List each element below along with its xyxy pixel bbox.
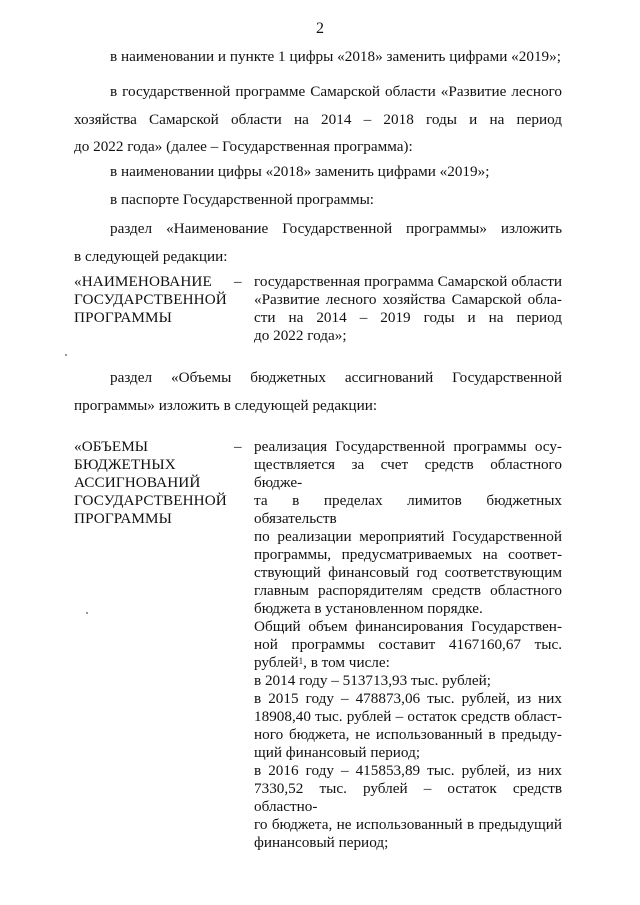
paragraph-section-name bbox=[74, 215, 562, 270]
paragraph-line: до 2022 года» (далее – Государственная программа): bbox=[74, 138, 413, 155]
text-line: сти на 2014 – 2019 годы и на период bbox=[254, 309, 562, 326]
block1-dash: – bbox=[234, 273, 242, 290]
label-line: ПРОГРАММЫ bbox=[74, 309, 172, 326]
text-line: программы, предусматриваемых на соответ- bbox=[254, 546, 562, 563]
text-line: финансовый период; bbox=[254, 834, 389, 851]
scan-speck bbox=[65, 354, 67, 356]
label-line: «ОБЪЕМЫ bbox=[74, 438, 149, 455]
label-line: ПРОГРАММЫ bbox=[74, 510, 172, 527]
text-line: по реализации мероприятий Государственной bbox=[254, 528, 562, 545]
text-line: в 2015 году – 478873,06 тыс. рублей, из них bbox=[254, 690, 562, 707]
paragraph-line: программы» изложить в следующей редакции: bbox=[74, 396, 378, 414]
text-line bbox=[254, 654, 562, 672]
label-line: «НАИМЕНОВАНИЕ bbox=[74, 273, 212, 290]
text-line: Общий объем финансирования Государствен- bbox=[254, 618, 562, 635]
paragraph-line: раздел «Объемы бюджетных ассигнований Государственной bbox=[110, 369, 562, 386]
label-line: АССИГНОВАНИЙ bbox=[74, 474, 201, 491]
label-line: ГОСУДАРСТВЕННОЙ bbox=[74, 492, 227, 509]
paragraph-state-program bbox=[74, 78, 562, 161]
text-line: «Развитие лесного хозяйства Самарской обла- bbox=[254, 291, 562, 308]
text-line: 18908,40 тыс. рублей – остаток средств област- bbox=[254, 708, 562, 725]
paragraph-text: в наименовании цифры «2018» заменить цифрами «2019»; bbox=[110, 163, 490, 180]
block1-text bbox=[254, 273, 562, 345]
text-line: ствующий финансовый год соответствующим bbox=[254, 564, 562, 581]
text-line: ной программы составит 4167160,67 тыс. bbox=[254, 636, 562, 653]
footnote-marker: 1 bbox=[298, 656, 304, 666]
text-line: ного бюджета, не использованный в предыду- bbox=[254, 726, 562, 743]
text-line: та в пределах лимитов бюджетных обязательств bbox=[254, 492, 562, 527]
text-line: государственная программа Самарской области bbox=[254, 273, 562, 290]
paragraph-rename-title bbox=[74, 158, 562, 186]
text-line: главным распорядителям средств областного bbox=[254, 582, 562, 599]
text-line: реализация Государственной программы осу- bbox=[254, 438, 562, 455]
paragraph-passport bbox=[74, 186, 562, 214]
paragraph-section-volumes bbox=[74, 364, 562, 419]
text-line: в 2016 году – 415853,89 тыс. рублей, из них bbox=[254, 762, 562, 779]
block2-dash: – bbox=[234, 438, 242, 455]
label-line: ГОСУДАРСТВЕННОЙ bbox=[74, 291, 227, 308]
block1-label bbox=[74, 273, 234, 327]
label-line: БЮДЖЕТНЫХ bbox=[74, 456, 176, 473]
paragraph-line: раздел «Наименование Государственной программы» изложить bbox=[110, 220, 562, 237]
paragraph-rename-digits bbox=[74, 43, 562, 71]
text-fragment: , в том числе: bbox=[303, 654, 390, 671]
paragraph-text: в наименовании и пункте 1 цифры «2018» заменить цифрами «2019»; bbox=[110, 48, 561, 65]
paragraph-text: в паспорте Государственной программы: bbox=[110, 191, 375, 208]
text-line: щий финансовый период; bbox=[254, 744, 421, 761]
text-line: в 2014 году – 513713,93 тыс. рублей; bbox=[254, 672, 491, 689]
paragraph-line: в государственной программе Самарской области «Развитие лесного bbox=[110, 83, 562, 100]
block2-text bbox=[254, 438, 562, 852]
page-number: 2 bbox=[316, 20, 324, 37]
scan-speck bbox=[86, 612, 88, 614]
text-line: го бюджета, не использованный в предыдущий bbox=[254, 816, 562, 833]
paragraph-line: в следующей редакции: bbox=[74, 247, 228, 265]
text-line: 7330,52 тыс. рублей – остаток средств областно- bbox=[254, 780, 562, 815]
text-line: ществляется за счет средств областного бюдже- bbox=[254, 456, 562, 491]
block2-label bbox=[74, 438, 234, 528]
text-line: бюджета в установленном порядке. bbox=[254, 600, 483, 617]
text-fragment: рублей bbox=[254, 654, 299, 671]
paragraph-line: хозяйства Самарской области на 2014 – 2018 годы и на период bbox=[74, 110, 562, 128]
text-line: до 2022 года»; bbox=[254, 327, 347, 344]
